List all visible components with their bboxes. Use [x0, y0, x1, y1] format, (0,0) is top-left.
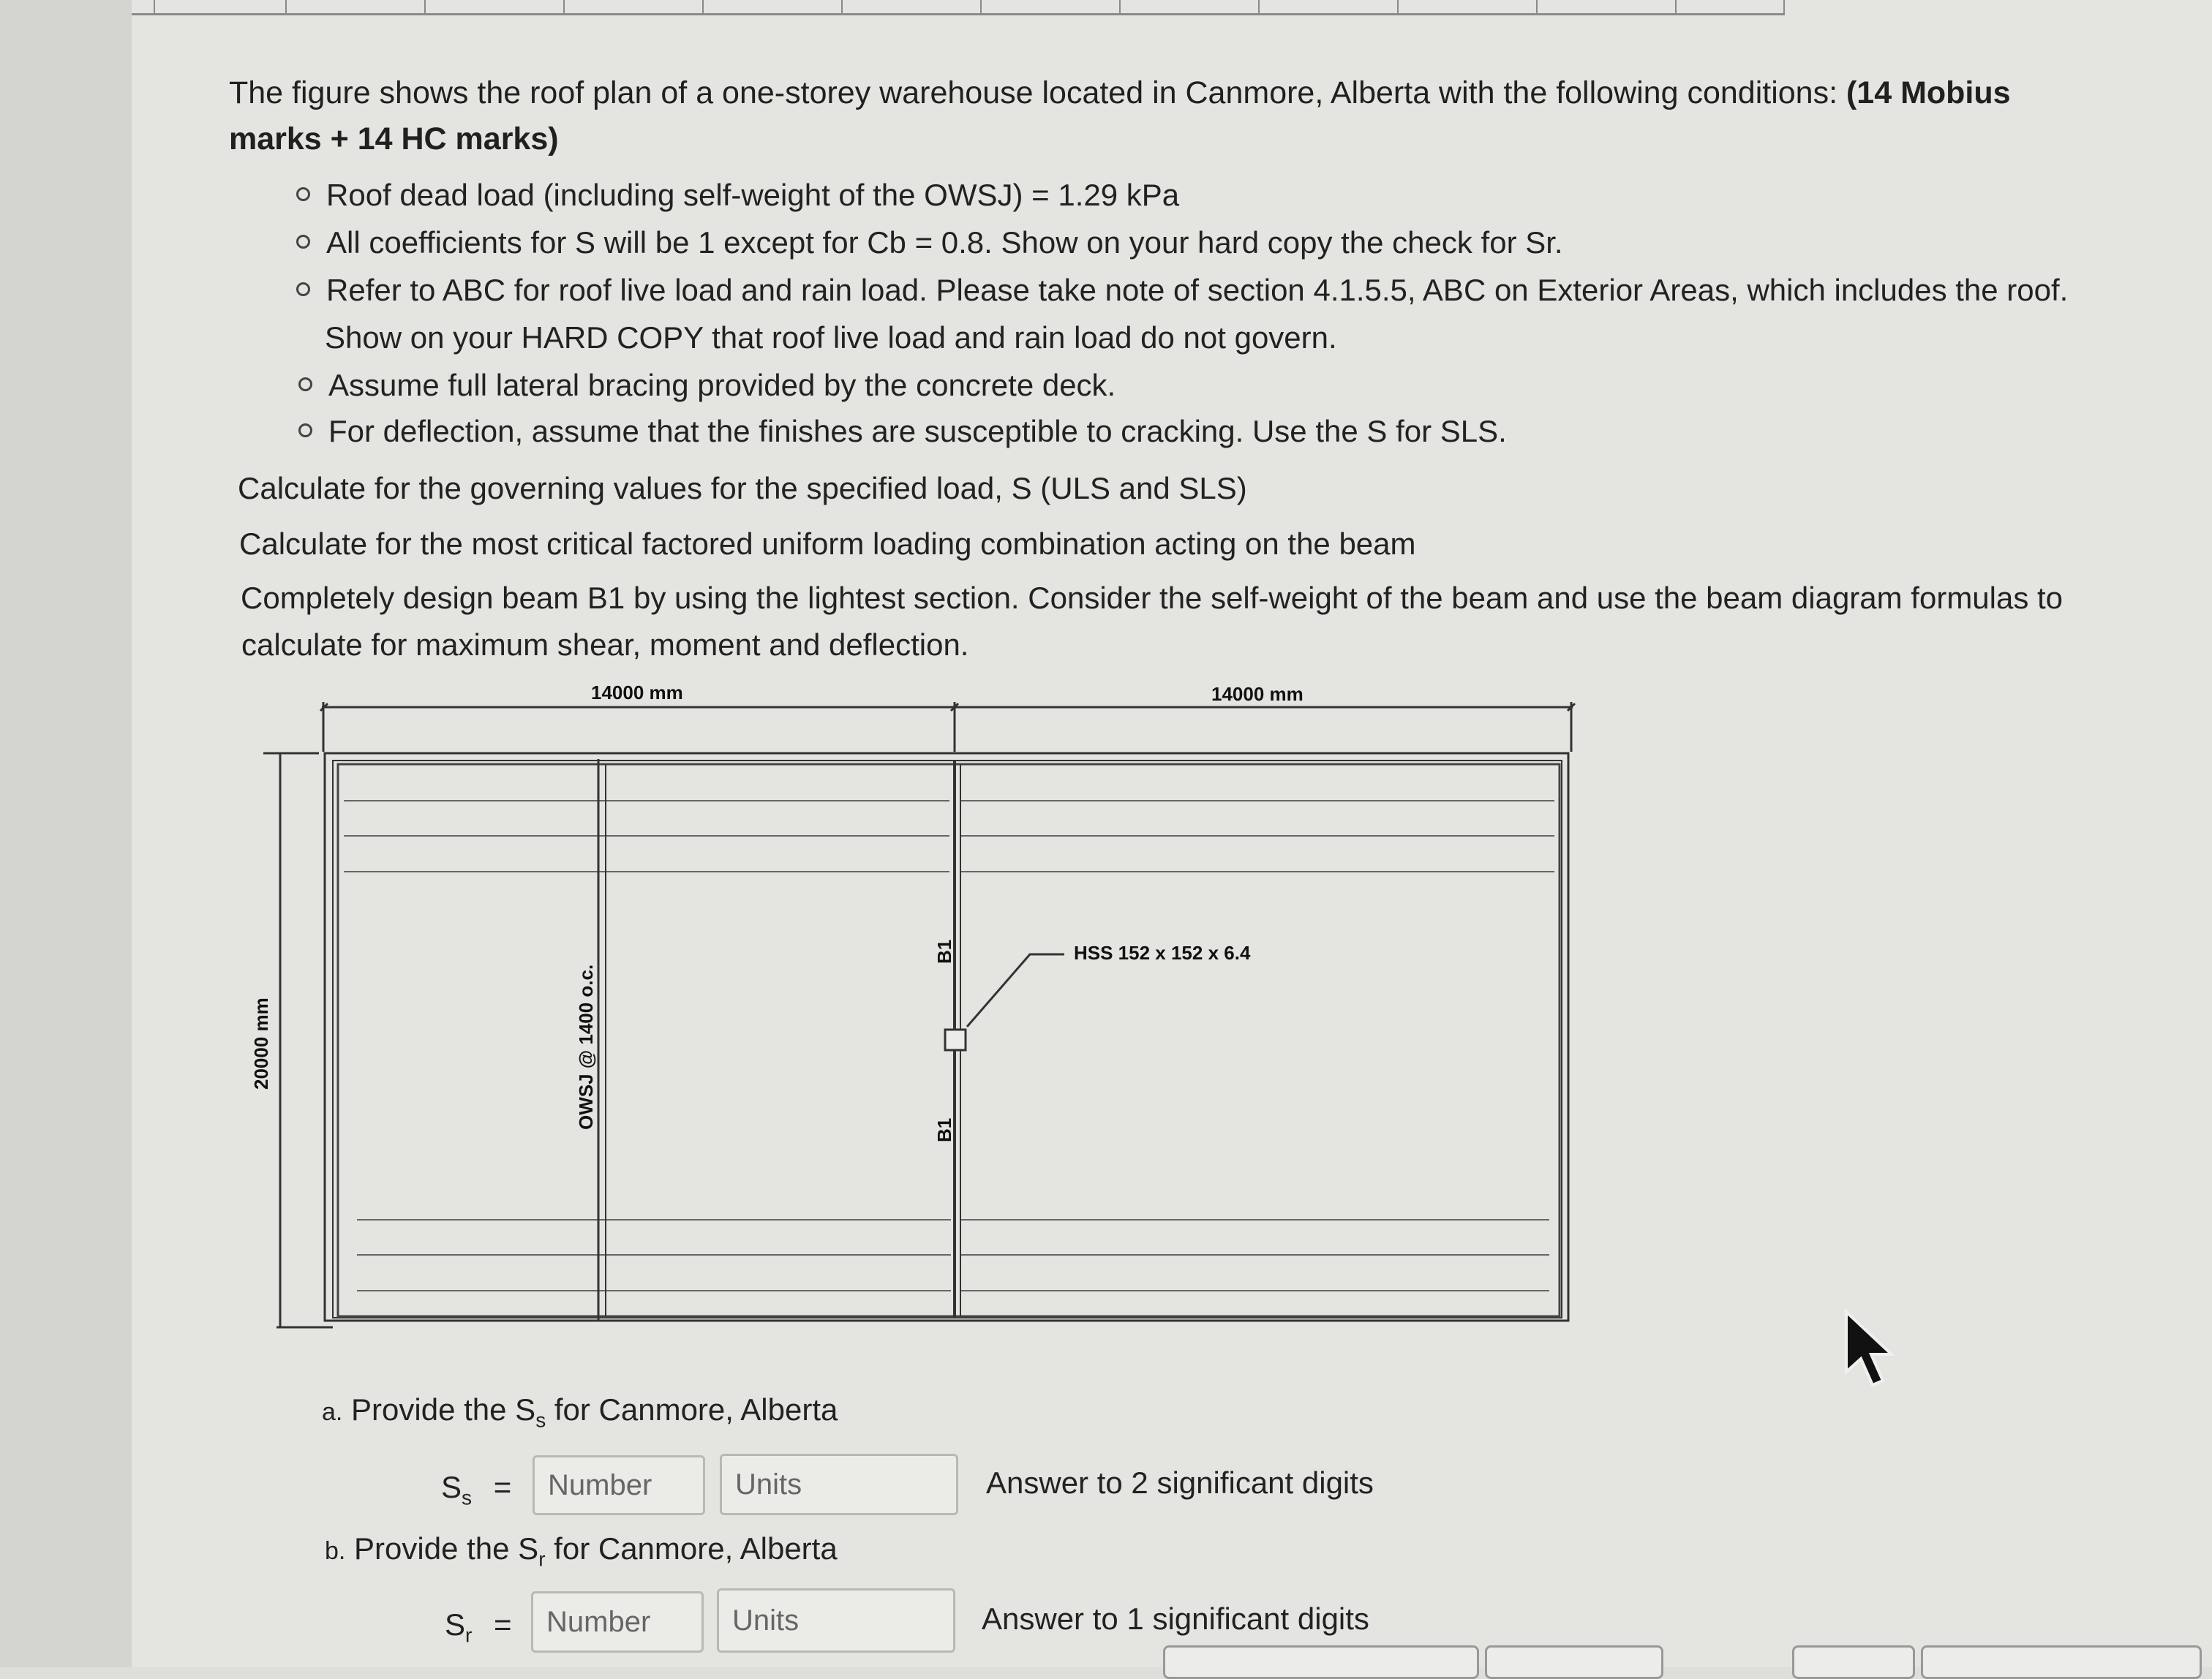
- symbol-subscript: s: [462, 1486, 473, 1509]
- symbol-text: S: [441, 1470, 462, 1504]
- part-a-subscript: s: [535, 1408, 546, 1432]
- calc-instruction-2: Calculate for the most critical factored uniform loading combination acting on the beam: [239, 527, 1416, 561]
- part-a-hint: Answer to 2 significant digits: [986, 1465, 1374, 1500]
- part-a-units-input[interactable]: [720, 1454, 958, 1515]
- owsj-label: OWSJ @ 1400 o.c.: [575, 964, 597, 1130]
- bottom-button[interactable]: [1485, 1645, 1663, 1679]
- part-b-question-suffix: for Canmore, Alberta: [545, 1531, 838, 1566]
- beam-label-bottom: B1: [933, 1117, 955, 1142]
- calc-instruction-3b: calculate for maximum shear, moment and deflection.: [241, 627, 969, 662]
- calc-instruction-3a: Completely design beam B1 by using the lightest section. Consider the self-weight of the beam and use the beam diagram formulas to: [241, 581, 2064, 615]
- part-a-number-input[interactable]: [533, 1455, 705, 1515]
- part-a-prefix: a.: [322, 1398, 343, 1426]
- dimension-height-label: 20000 mm: [250, 997, 272, 1090]
- bullet-text: Show on your HARD COPY that roof live load and rain load do not govern.: [325, 320, 1337, 355]
- symbol-text: S: [445, 1607, 466, 1642]
- part-b-question: [325, 1531, 838, 1571]
- intro-text: The figure shows the roof plan of a one-storey warehouse located in Canmore, Alberta with the following conditions:: [229, 75, 1838, 110]
- hss-column: [945, 1030, 966, 1050]
- beam-label-top: B1: [933, 939, 955, 964]
- part-a-question: [322, 1392, 838, 1432]
- bullet-text: For deflection, assume that the finishes are susceptible to cracking. Use the S for SLS.: [328, 414, 1507, 448]
- part-a-question-text: Provide the S: [351, 1392, 536, 1427]
- part-b-question-text: Provide the S: [354, 1531, 539, 1566]
- dimension-left-label: 14000 mm: [591, 682, 683, 703]
- equals-sign: =: [494, 1607, 512, 1642]
- part-a-question-suffix: for Canmore, Alberta: [546, 1392, 838, 1427]
- marks-line-2: marks + 14 HC marks): [229, 121, 559, 156]
- column-label: HSS 152 x 152 x 6.4: [1074, 942, 1251, 964]
- bullet-text: Roof dead load (including self-weight of the OWSJ) = 1.29 kPa: [326, 178, 1180, 212]
- bullet-text: Assume full lateral bracing provided by the concrete deck.: [328, 368, 1116, 402]
- bottom-button[interactable]: [1163, 1645, 1479, 1679]
- column-leader-line: [967, 954, 1064, 1027]
- calc-instruction-1: Calculate for the governing values for the specified load, S (ULS and SLS): [238, 471, 1247, 505]
- part-b-hint: Answer to 1 significant digits: [982, 1601, 1369, 1636]
- part-a-symbol: [441, 1470, 511, 1509]
- bullet-text: All coefficients for S will be 1 except for Cb = 0.8. Show on your hard copy the check for Sr.: [326, 225, 1563, 260]
- part-b-symbol: [445, 1607, 512, 1647]
- symbol-subscript: r: [465, 1623, 473, 1647]
- part-b-units-input[interactable]: [717, 1588, 955, 1653]
- part-b-subscript: r: [538, 1547, 546, 1571]
- part-b-prefix: b.: [325, 1537, 346, 1565]
- bullet-text: Refer to ABC for roof live load and rain load. Please take note of section 4.1.5.5, ABC on Exterior Areas, which includes the roof.: [326, 273, 2069, 307]
- equals-sign: =: [493, 1470, 512, 1504]
- mouse-cursor-icon: [1843, 1309, 1902, 1389]
- marks-line-1: (14 Mobius: [1846, 75, 2011, 110]
- bottom-button[interactable]: [1921, 1645, 2202, 1679]
- bottom-button[interactable]: [1792, 1645, 1915, 1679]
- dimension-right-label: 14000 mm: [1211, 683, 1304, 705]
- part-b-number-input[interactable]: [531, 1591, 704, 1653]
